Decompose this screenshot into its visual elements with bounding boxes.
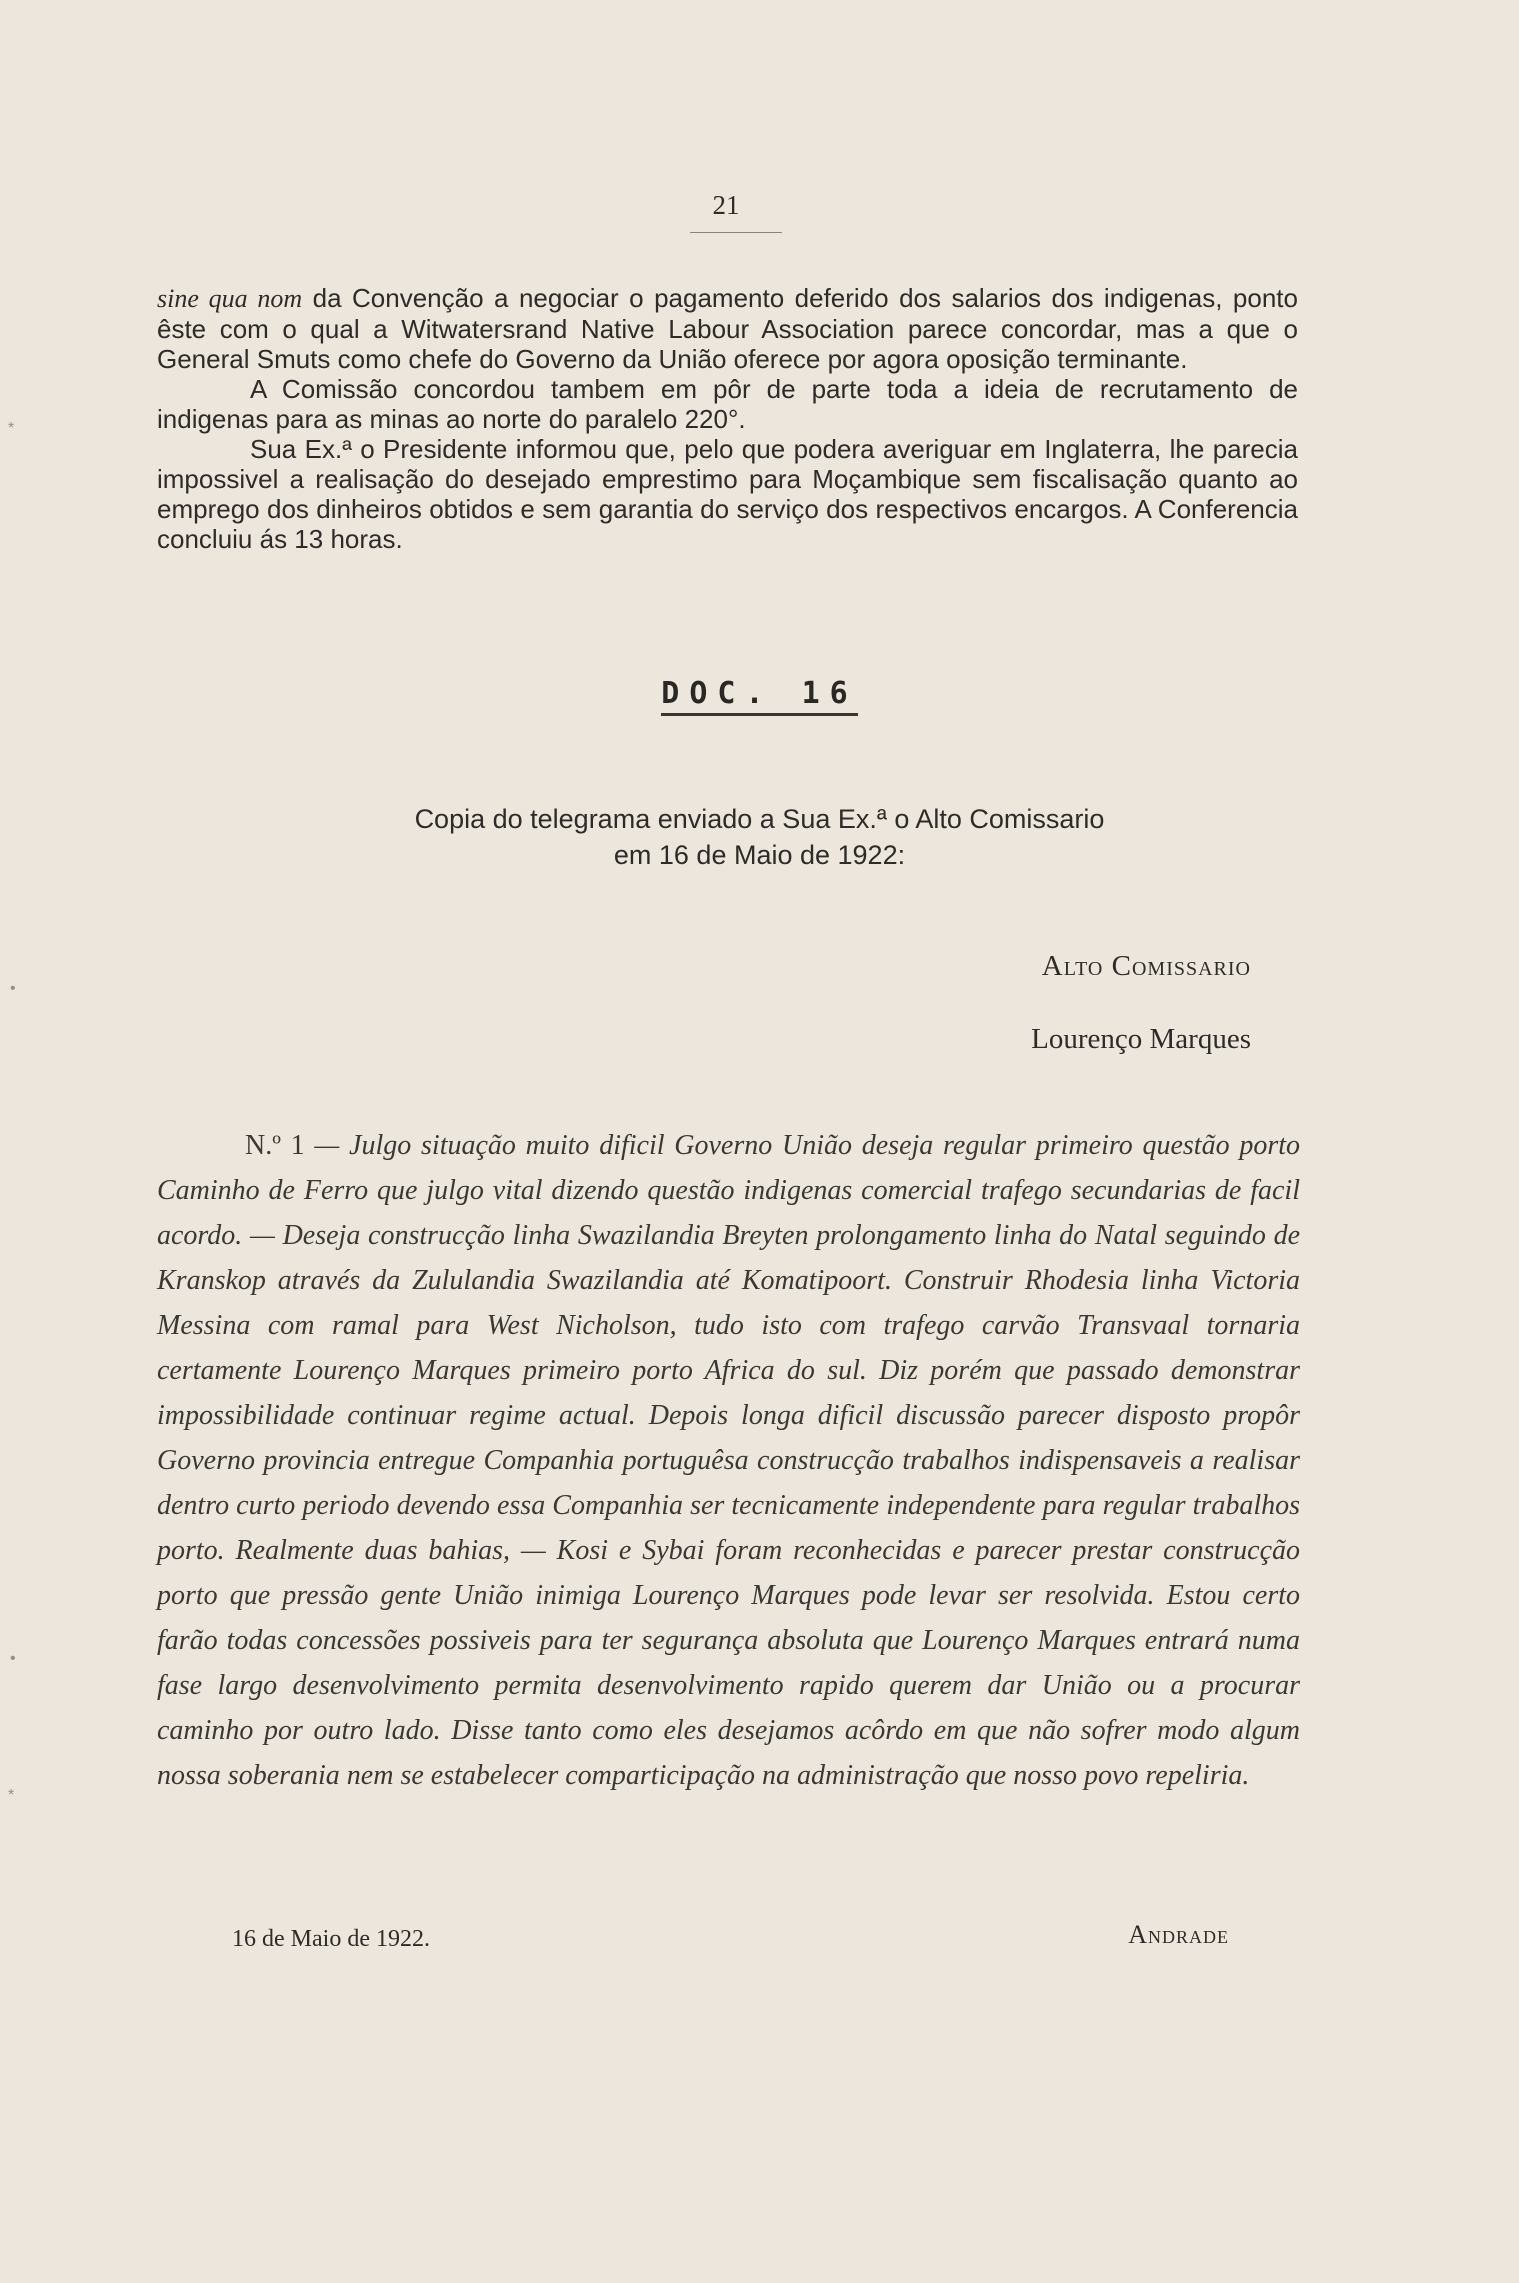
footer-date: 16 de Maio de 1922. (232, 1926, 430, 1952)
margin-mark: • (10, 1650, 16, 1667)
telegram-body (157, 1123, 1300, 1798)
page-number: 21 (712, 190, 740, 220)
document-heading (0, 676, 1519, 716)
addressee-title: Alto Comissario (1041, 950, 1251, 982)
telegram-number: N.º 1 (245, 1130, 305, 1161)
telegram-caption-line-1: Copia do telegrama enviado a Sua Ex.ª o Alto Comissario (414, 804, 1105, 834)
telegram-paragraph (157, 1123, 1300, 1798)
intro-paragraph-1 (157, 283, 1298, 374)
intro-paragraph-3: Sua Ex.ª o Presidente informou que, pelo que podera averiguar em Inglaterra, lhe parecia impossivel a realisação do desejado emprestimo para Moçambique sem fiscalisação quanto ao emprego dos dinheiros obtidos e sem garantia do serviço dos respectivos encargos. A Conferencia concluiu ás 13 horas. (157, 434, 1298, 554)
margin-mark: * (8, 1787, 15, 1804)
intro-text (157, 283, 1298, 554)
page-number-rule (690, 232, 782, 233)
intro-paragraph-1-text: da Convenção a negociar o pagamento deferido dos salarios dos indigenas, ponto êste com o qual a Witwatersrand Native Labour Association parece concordar, mas a que o General Smuts como chefe do Governo da União oferece por agora oposição terminante. (157, 283, 1298, 374)
addressee-place: Lourenço Marques (1031, 1023, 1251, 1055)
telegram-caption-line-2: em 16 de Maio de 1922: (613, 840, 906, 870)
latin-phrase: sine qua nom (157, 284, 303, 313)
doc-title: DOC. 16 (661, 676, 857, 716)
margin-mark: • (10, 980, 16, 997)
intro-paragraph-2: A Comissão concordou tambem em pôr de parte toda a ideia de recrutamento de indigenas para as minas ao norte do paralelo 220°. (157, 374, 1298, 434)
margin-mark: * (8, 420, 15, 437)
telegram-text: — Julgo situação muito dificil Governo União deseja regular primeiro questão porto Caminho de Ferro que julgo vital dizendo questão indigenas comercial trafego secundarias de facil acordo. — Deseja construcção linha Swazilandia Breyten prolongamento linha do Natal seguindo de Kranskop através da Zululandia Swazilandia até Komatipoort. Construir Rhodesia linha Victoria Messina com ramal para West Nicholson, tudo isto com trafego carvão Transvaal tornaria certamente Lourenço Marques primeiro porto Africa do sul. Diz porém que passado demonstrar impossibilidade continuar regime actual. Depois longa dificil discussão parecer disposto propôr Governo provincia entregue Companhia portuguêsa construcção trabalhos indispensaveis a realisar dentro curto periodo devendo essa Companhia ser tecnicamente independente para regular trabalhos porto. Realmente duas bahias, — Kosi e Sybai foram reconhecidas e parecer prestar construcção porto que pressão gente União inimiga Lourenço Marques pode levar ser resolvida. Estou certo farão todas concessões possiveis para ter segurança absoluta que Lourenço Marques entrará numa fase largo desenvolvimento permita desenvolvimento rapido querem dar União ou a procurar caminho por outro lado. Disse tanto como eles desejamos acôrdo em que não sofrer modo algum nossa soberania nem se estabelecer comparticipação na administração que nosso povo repeliria. (157, 1130, 1300, 1791)
signature: Andrade (1128, 1920, 1229, 1949)
